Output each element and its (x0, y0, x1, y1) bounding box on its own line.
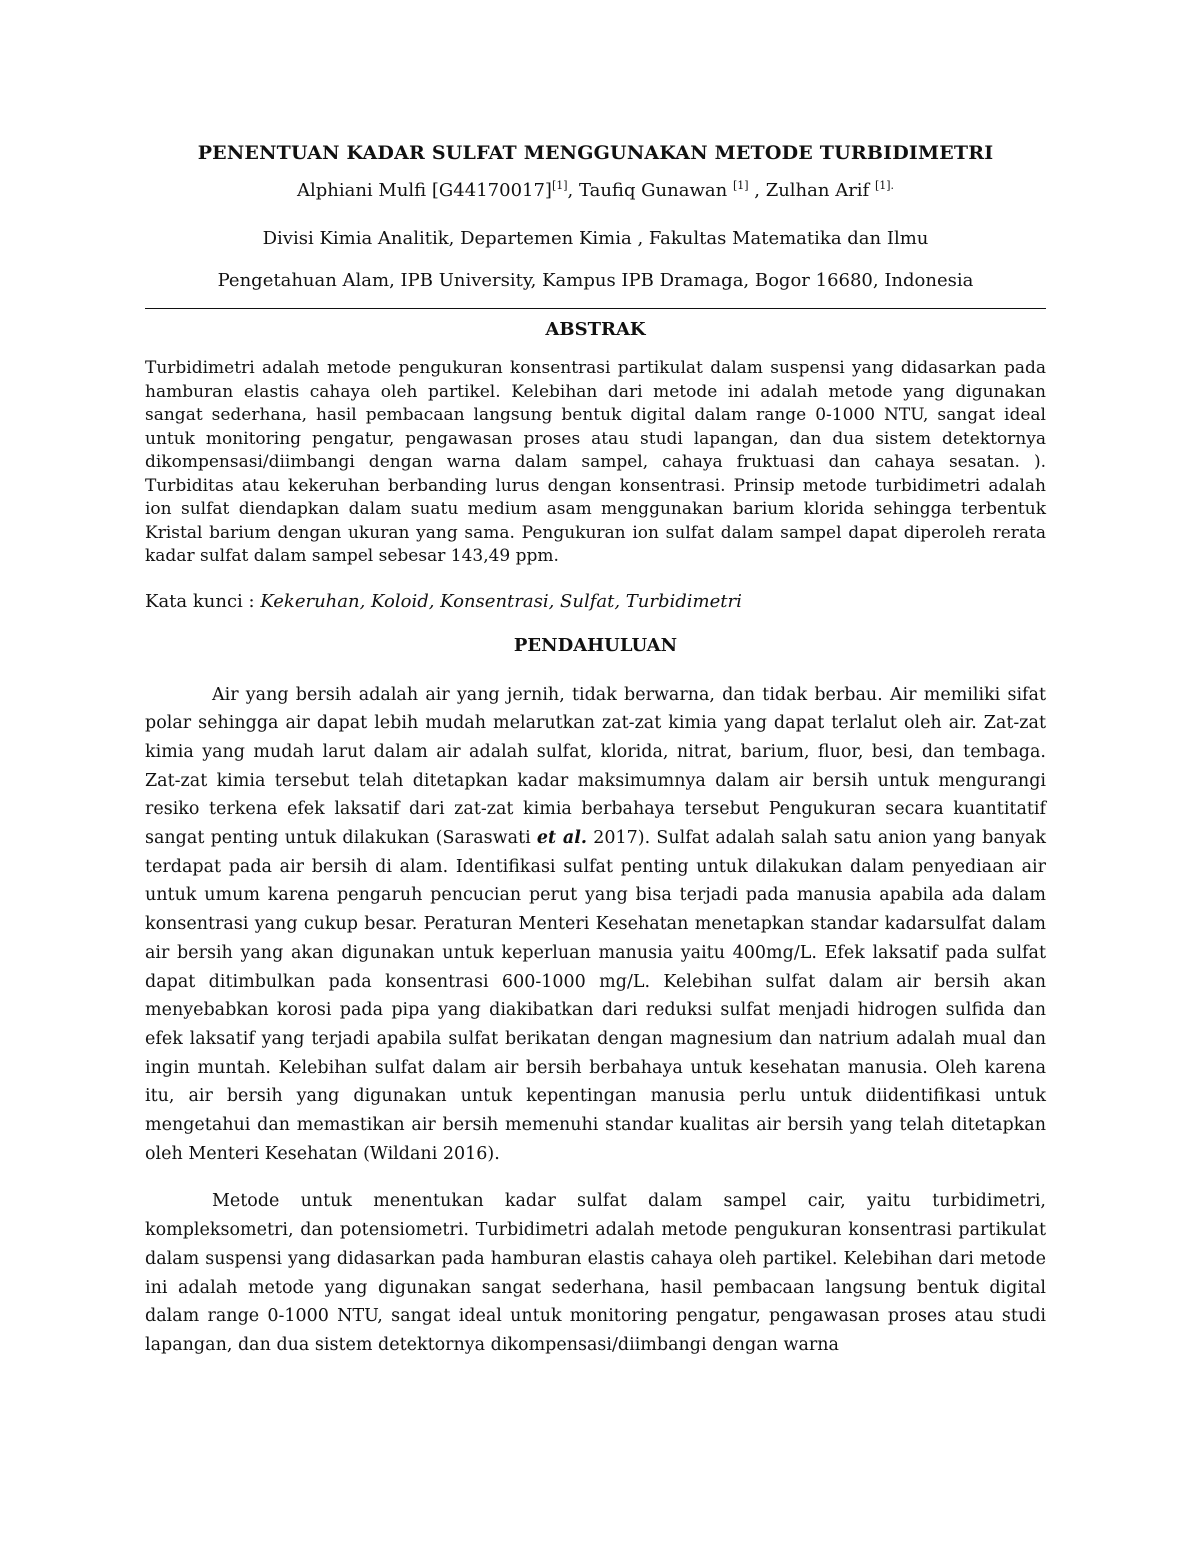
paper-title: PENENTUAN KADAR SULFAT MENGGUNAKAN METODE TURBIDIMETRI (197, 142, 994, 164)
abstract-text: Turbidimetri adalah metode pengukuran konsentrasi partikulat dalam suspensi yang didasarkan pada hamburan elastis cahaya oleh partikel. Kelebihan dari metode ini adalah metode yang digunakan sangat sederhana, hasil pembacaan langsung bentuk digital dalam range 0-1000 NTU, sangat ideal untuk monitoring pengatur, pengawasan proses atau studi lapangan, dan dua sistem detektornya dikompensasi/diimbangi dengan warna dalam sampel, cahaya fruktuasi dan cahaya sesatan. ). Turbiditas atau kekeruhan berbanding lurus dengan konsentrasi. Prinsip metode turbidimetri adalah ion sulfat diendapkan dalam suatu medium asam menggunakan barium klorida sehingga terbentuk Kristal barium dengan ukuran yang sama. Pengukuran ion sulfat dalam sampel dapat diperoleh rerata kadar sulfat dalam sampel sebesar 143,49 ppm. (145, 358, 1046, 566)
author-affiliation-mark: [1] (732, 179, 749, 192)
author-name: Zulhan Arif (765, 180, 875, 201)
author-name: Alphiani Mulfi [G44170017] (296, 180, 552, 201)
document-page (145, 140, 1046, 1360)
intro-heading: PENDAHULUAN (513, 634, 678, 656)
affiliation-line: Divisi Kimia Analitik, Departemen Kimia , Fakultas Matematika dan Ilmu (262, 228, 929, 249)
paragraph-text: Air yang bersih adalah air yang jernih, tidak berwarna, dan tidak berbau. Air memiliki sifat polar sehingga air dapat lebih mudah melarutkan zat-zat kimia yang dapat terlalut oleh air. Zat-zat kimia yang mudah larut dalam air adalah sulfat, klorida, nitrat, barium, fluor, besi, dan tembaga. Zat-zat kimia tersebut telah ditetapkan kadar maksimumnya dalam air bersih untuk mengurangi resiko terkena efek laksatif dari zat-zat kimia berbahaya tersebut Pengukuran secara kuantitatif sangat penting untuk dilakukan (Saraswati (145, 684, 1046, 849)
author-affiliation-mark: [1]. (874, 179, 895, 192)
author-list (145, 176, 1046, 206)
abstract-heading: ABSTRAK (545, 319, 646, 340)
header-divider (145, 308, 1046, 309)
keywords-list: Kekeruhan, Koloid, Konsentrasi, Sulfat, Turbidimetri (260, 590, 742, 612)
body-paragraph (145, 681, 1046, 1169)
author-name: Taufiq Gunawan (579, 180, 733, 201)
paragraph-text: 2017). Sulfat adalah salah satu anion yang banyak terdapat pada air bersih di alam. Identifikasi sulfat penting untuk dilakukan dalam penyediaan air untuk umum karena pengaruh pencucian perut yang bisa terjadi pada manusia apabila ada dalam konsentrasi yang cukup besar. Peraturan Menteri Kesehatan menetapkan standar kadarsulfat dalam air bersih yang akan digunakan untuk keperluan manusia yaitu 400mg/L. Efek laksatif pada sulfat dapat ditimbulkan pada konsentrasi 600-1000 mg/L. Kelebihan sulfat dalam air bersih akan menyebabkan korosi pada pipa yang diakibatkan dari reduksi sulfat menjadi hidrogen sulfida dan efek laksatif yang terjadi apabila sulfat berikatan dengan magnesium dan natrium adalah mual dan ingin muntah. Kelebihan sulfat dalam air bersih berbahaya untuk kesehatan manusia. Oleh karena itu, air bersih yang digunakan untuk kepentingan manusia perlu untuk diidentifikasi untuk mengetahui dan memastikan air bersih memenuhi standar kualitas air bersih yang telah ditetapkan oleh Menteri Kesehatan (Wildani 2016). (145, 828, 1047, 1164)
affiliation-line: Pengetahuan Alam, IPB University, Kampus IPB Dramaga, Bogor 16680, Indonesia (217, 270, 974, 291)
body-paragraph: Metode untuk menentukan kadar sulfat dalam sampel cair, yaitu turbidimetri, kompleksometri, dan potensiometri. Turbidimetri adalah metode pengukuran konsentrasi partikulat dalam suspensi yang didasarkan pada hamburan elastis cahaya oleh partikel. Kelebihan dari metode ini adalah metode yang digunakan sangat sederhana, hasil pembacaan langsung bentuk digital dalam range 0-1000 NTU, sangat ideal untuk monitoring pengatur, pengawasan proses atau studi lapangan, dan dua sistem detektornya dikompensasi/diimbangi dengan warna (145, 1191, 1046, 1355)
keywords-label: Kata kunci : (145, 590, 261, 612)
citation-etal: et al. (536, 828, 587, 849)
keywords-line (145, 589, 1046, 615)
author-separator: , (567, 180, 579, 201)
author-affiliation-mark: [1] (551, 179, 568, 192)
author-separator: , (748, 180, 766, 201)
